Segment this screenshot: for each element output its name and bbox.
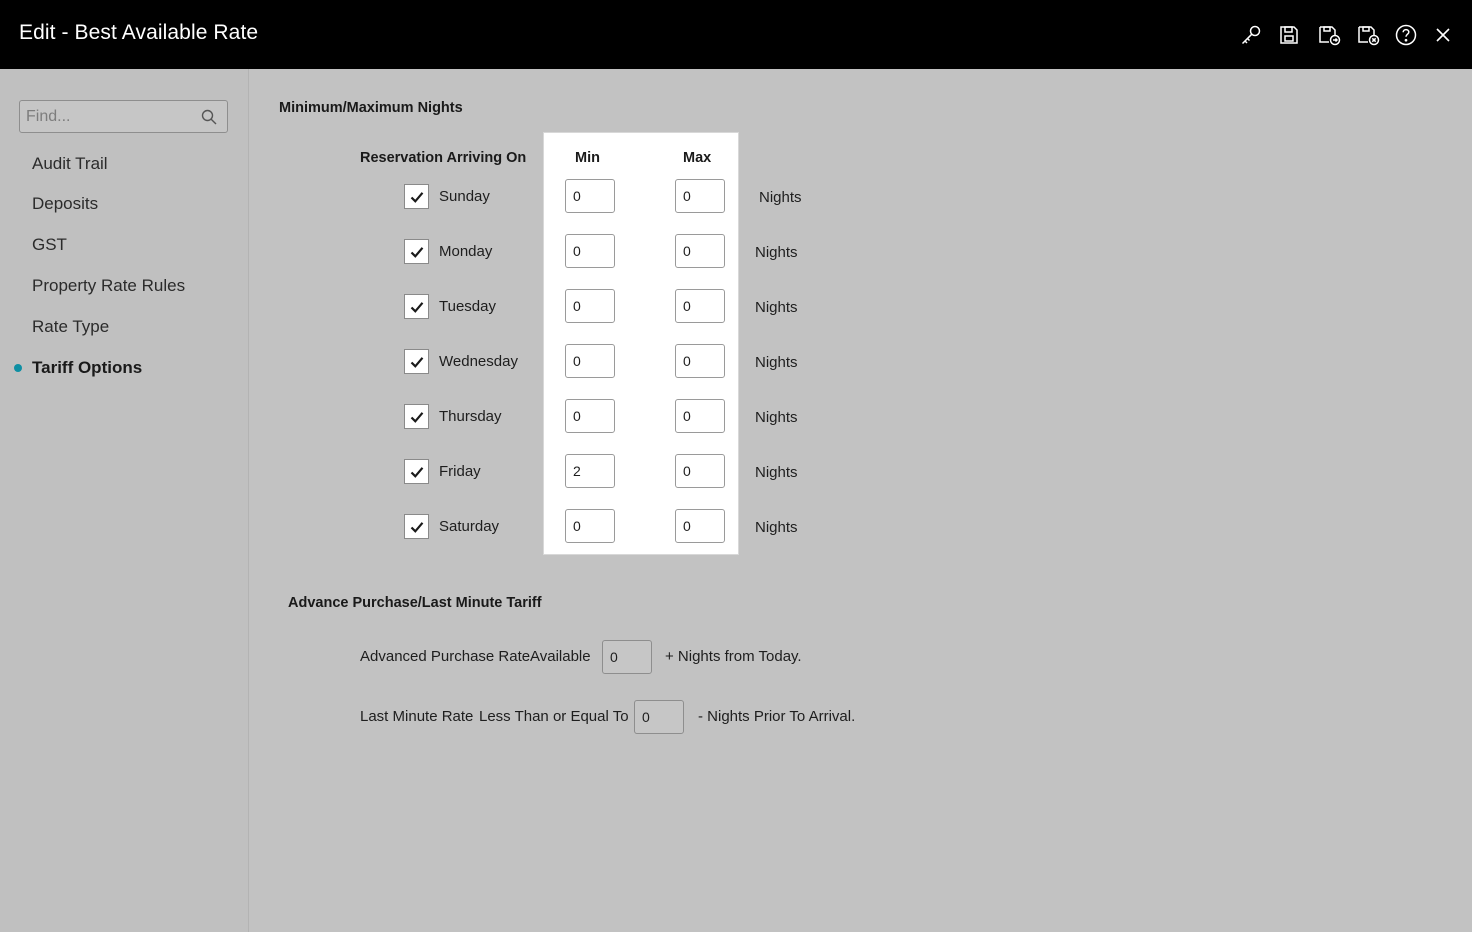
monday-checkbox[interactable] (404, 239, 429, 264)
saturday-min-input[interactable] (565, 509, 615, 543)
key-icon[interactable] (1238, 22, 1264, 48)
sidebar-item-rate-type[interactable]: Rate Type (32, 317, 110, 336)
monday-min-input[interactable] (565, 234, 615, 268)
search-box (19, 100, 228, 133)
sidebar-item-tariff-options[interactable]: Tariff Options (32, 358, 143, 377)
main-content (249, 69, 1472, 932)
checkmark-icon (409, 189, 425, 205)
sunday-checkbox[interactable] (404, 184, 429, 209)
window-title: Edit - Best Available Rate (19, 21, 259, 44)
active-indicator-dot (14, 364, 22, 372)
day-label-wednesday: Wednesday (439, 353, 518, 370)
day-label-sunday: Sunday (439, 188, 490, 205)
nights-label-wednesday: Nights (755, 354, 798, 371)
saturday-checkbox[interactable] (404, 514, 429, 539)
search-input[interactable] (20, 101, 227, 132)
day-label-tuesday: Tuesday (439, 298, 496, 315)
sidebar (0, 69, 249, 932)
thursday-checkbox[interactable] (404, 404, 429, 429)
checkmark-icon (409, 464, 425, 480)
last-minute-condition: Less Than or Equal To (479, 708, 629, 725)
nights-label-sunday: Nights (759, 189, 802, 206)
friday-min-input[interactable] (565, 454, 615, 488)
wednesday-max-input[interactable] (675, 344, 725, 378)
friday-checkbox[interactable] (404, 459, 429, 484)
thursday-min-input[interactable] (565, 399, 615, 433)
friday-max-input[interactable] (675, 454, 725, 488)
arriving-on-header: Reservation Arriving On (360, 150, 527, 166)
title-bar (0, 0, 1472, 69)
advanced-purchase-label: Advanced Purchase Rate (360, 648, 531, 665)
help-icon[interactable] (1393, 22, 1419, 48)
search-icon[interactable] (201, 109, 217, 125)
checkmark-icon (409, 409, 425, 425)
wednesday-min-input[interactable] (565, 344, 615, 378)
save-icon[interactable] (1276, 22, 1302, 48)
close-icon[interactable] (1430, 22, 1456, 48)
sidebar-item-gst[interactable]: GST (32, 235, 67, 254)
save-and-close-icon[interactable] (1355, 22, 1381, 48)
day-label-saturday: Saturday (439, 518, 500, 535)
max-header: Max (683, 150, 712, 166)
thursday-max-input[interactable] (675, 399, 725, 433)
checkmark-icon (409, 354, 425, 370)
tuesday-min-input[interactable] (565, 289, 615, 323)
last-minute-suffix: - Nights Prior To Arrival. (698, 708, 856, 725)
minmax-section-title: Minimum/Maximum Nights (279, 100, 463, 116)
day-label-friday: Friday (439, 463, 481, 480)
nights-label-friday: Nights (755, 464, 798, 481)
nights-label-tuesday: Nights (755, 299, 798, 316)
checkmark-icon (409, 519, 425, 535)
advanced-purchase-condition: Available (530, 648, 591, 665)
sunday-min-input[interactable] (565, 179, 615, 213)
tuesday-checkbox[interactable] (404, 294, 429, 319)
advance-section-title: Advance Purchase/Last Minute Tariff (288, 595, 542, 611)
day-label-thursday: Thursday (439, 408, 502, 425)
sidebar-item-property-rate-rules[interactable]: Property Rate Rules (32, 276, 186, 295)
sidebar-item-audit-trail[interactable]: Audit Trail (32, 154, 108, 173)
last-minute-input[interactable] (634, 700, 684, 734)
checkmark-icon (409, 244, 425, 260)
nights-label-thursday: Nights (755, 409, 798, 426)
advanced-purchase-suffix: + Nights from Today. (665, 648, 802, 665)
wednesday-checkbox[interactable] (404, 349, 429, 374)
nights-label-monday: Nights (755, 244, 798, 261)
nights-label-saturday: Nights (755, 519, 798, 536)
sunday-max-input[interactable] (675, 179, 725, 213)
sidebar-item-deposits[interactable]: Deposits (32, 194, 99, 213)
advanced-purchase-input[interactable] (602, 640, 652, 674)
min-header: Min (575, 150, 600, 166)
saturday-max-input[interactable] (675, 509, 725, 543)
day-label-monday: Monday (439, 243, 493, 260)
tuesday-max-input[interactable] (675, 289, 725, 323)
last-minute-label: Last Minute Rate (360, 708, 474, 725)
checkmark-icon (409, 299, 425, 315)
save-and-new-icon[interactable] (1316, 22, 1342, 48)
monday-max-input[interactable] (675, 234, 725, 268)
